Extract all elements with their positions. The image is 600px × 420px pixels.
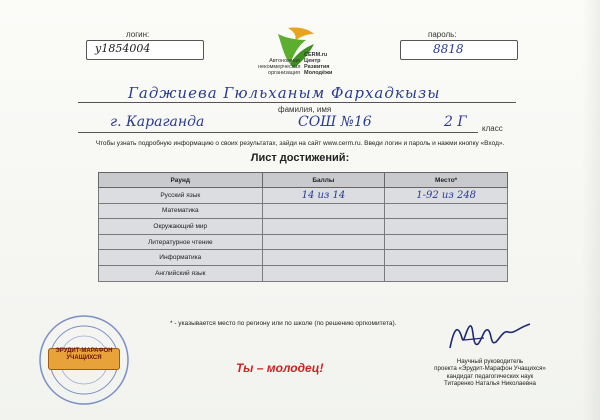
- logo-left-line-3: организация: [268, 70, 300, 76]
- footnote: * - указывается место по региону или по школе (по решению оргкомитета).: [170, 320, 397, 327]
- supervisor-line-3: кандидат педагогических наук: [446, 372, 534, 380]
- login-box: [86, 40, 204, 60]
- header-place: Место*: [385, 173, 508, 188]
- round-cell: Информатика: [99, 250, 263, 266]
- place-cell: [385, 203, 508, 219]
- stamp-line-1: ЭРУДИТ-МАРАФОН: [55, 348, 113, 354]
- round-cell: Русский язык: [99, 188, 263, 204]
- round-cell: Английский язык: [99, 265, 263, 281]
- page-edge-shadow: [582, 0, 600, 420]
- place-cell: [385, 219, 508, 235]
- round-cell: Математика: [99, 203, 263, 219]
- school-value: СОШ №16: [298, 114, 372, 130]
- score-cell: [262, 203, 385, 219]
- table-row: [99, 265, 508, 281]
- place-cell: [385, 265, 508, 281]
- header-score: Баллы: [262, 173, 385, 188]
- score-cell: [262, 234, 385, 250]
- place-cell: [385, 250, 508, 266]
- table-row: [99, 234, 508, 250]
- password-value: 8818: [433, 42, 464, 56]
- place-cell: 1-92 из 248: [385, 188, 508, 204]
- school-line: [78, 132, 478, 133]
- grade-value: 2 Г: [444, 114, 467, 130]
- name-line: [78, 102, 516, 103]
- table-row: [99, 219, 508, 235]
- student-name: Гаджиева Гюльханым Фархадкызы: [128, 84, 441, 102]
- supervisor-line-1: Научный руководитель: [456, 358, 524, 365]
- round-cell: Окружающий мир: [99, 219, 263, 235]
- achievements-table: [98, 172, 508, 282]
- logo-right-line-2: Центр: [304, 58, 321, 64]
- logo-right-line-4: Молодёжи: [304, 70, 333, 76]
- grade-caption: класс: [482, 124, 503, 133]
- logo-right-line-1: CERM.ru: [304, 52, 328, 58]
- login-value: у1854004: [95, 42, 151, 55]
- info-text: Чтобы узнать подробную информацию о своих результатах, зайди на сайт www.cerm.ru. Введи логин и пароль и нажми кнопку «Вход».: [95, 140, 505, 147]
- supervisor-block: [390, 358, 590, 388]
- score-cell: [262, 250, 385, 266]
- supervisor-line-4: Титаренко Наталья Николаевна: [444, 380, 536, 388]
- score-cell: [262, 219, 385, 235]
- signature-icon: [444, 318, 536, 358]
- round-cell: Литературное чтение: [99, 234, 263, 250]
- login-label: логин:: [126, 30, 150, 39]
- password-box: [400, 40, 518, 60]
- logo-right-line-3: Развития: [304, 64, 330, 70]
- stamp-band: [48, 348, 120, 370]
- logo-left-line-1: Автономная: [269, 58, 300, 64]
- score-cell: [262, 265, 385, 281]
- city-value: г. Караганда: [110, 114, 205, 130]
- place-cell: [385, 234, 508, 250]
- achievements-title: Лист достижений:: [250, 152, 350, 164]
- password-label: пароль:: [428, 30, 457, 39]
- table-row: [99, 250, 508, 266]
- supervisor-line-2: проекта «Эрудит-Марафон Учащихся»: [434, 365, 546, 373]
- table-row: [99, 203, 508, 219]
- logo-left-line-2: некоммерческая: [258, 64, 301, 70]
- table-row: [99, 188, 508, 204]
- name-caption: фамилия, имя: [278, 105, 332, 114]
- score-cell: 14 из 14: [262, 188, 385, 204]
- praise-text: Ты – молодец!: [236, 361, 324, 375]
- header-round: Раунд: [99, 173, 263, 188]
- stamp-line-2: УЧАЩИХСЯ: [66, 355, 102, 361]
